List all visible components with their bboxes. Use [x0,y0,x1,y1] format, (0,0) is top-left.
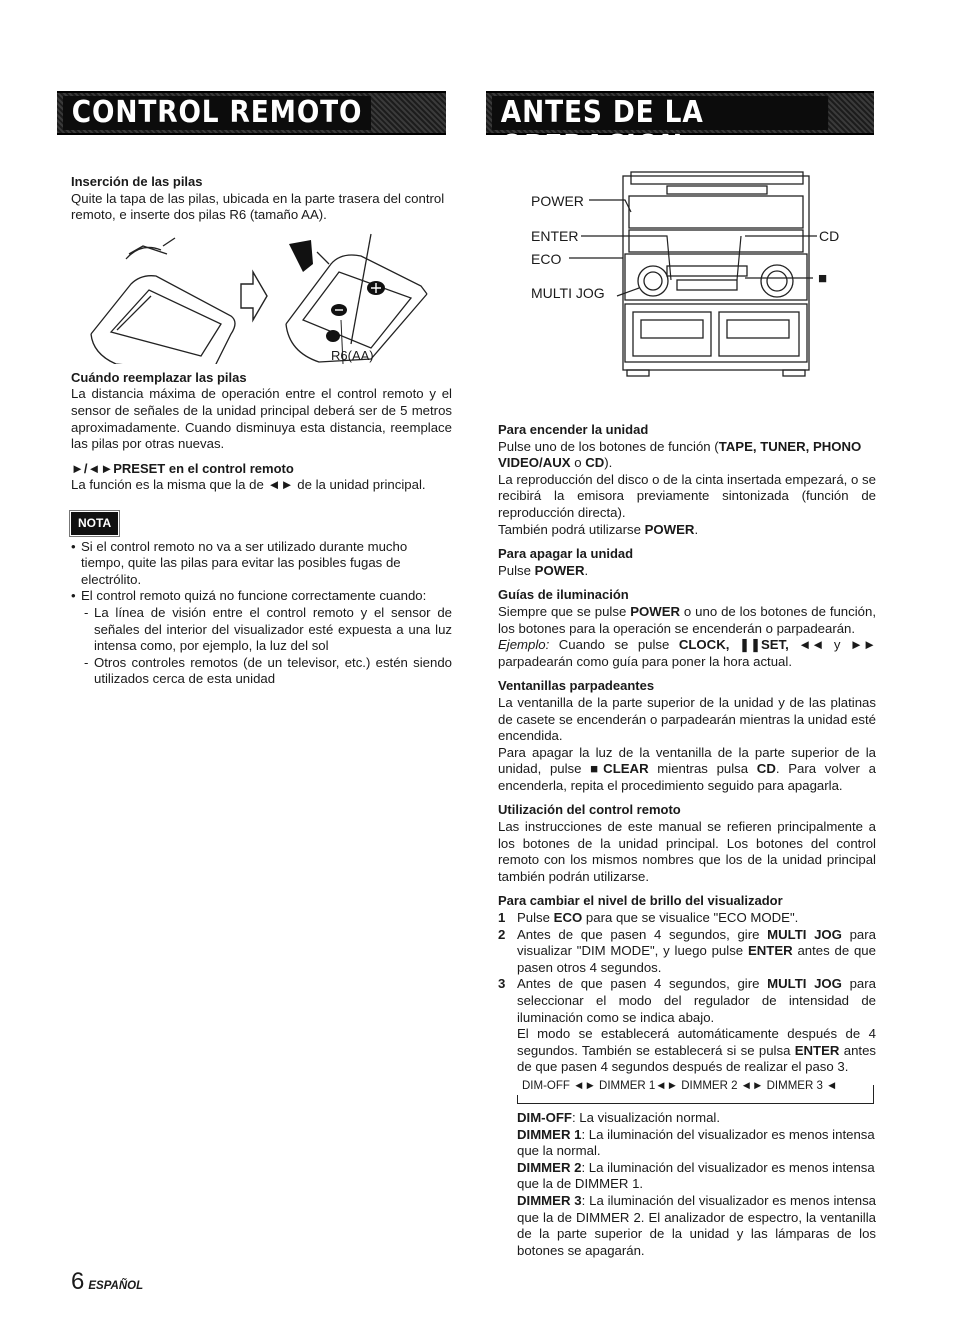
stop-icon: ■ [818,270,828,287]
dim-cycle-diagram [517,1078,876,1104]
remote-use-text: Las instrucciones de este manual se refieren principalmente a los botones de la unidad principal. Los botones del control remoto con los mismos nombres que los de la unidad principal también podrán utilizarse. [498,819,876,884]
left-section-title: CONTROL REMOTO [63,96,371,130]
preset-text: La función es la misma que la de ◄► de la unidad principal. [71,477,426,493]
power-off-heading: Para apagar la unidad [498,546,634,562]
windows-text-1: La ventanilla de la parte superior de la unidad y de las platinas de casete se encenderán o parpadearán mientras la unidad esté encendida. [498,694,876,744]
power-off-text: Pulse POWER. [498,562,589,578]
right-section-title: ANTES DE LA OPERACION [492,96,828,130]
battery-insertion-drawing [71,224,452,364]
nota-badge: NOTA [71,512,118,535]
enter-label: ENTER [531,228,579,244]
page-number: 6 [71,1268,85,1295]
stereo-diagram [527,170,857,380]
eco-label: ECO [531,251,562,267]
page-footer [71,1268,143,1296]
preset-heading [71,461,452,478]
power-on-heading: Para encender la unidad [498,422,649,437]
step-item: 1 Pulse ECO para que se visualice "ECO MODE". [498,910,799,926]
right-column [498,422,876,1259]
step3-note: El modo se establecerá automáticamente después de 4 segundos. También se establecerá si se pulsa ENTER antes de que pasen 4 segundos después de realizar el paso 3. [517,1026,876,1075]
windows-text-2: Para apagar la luz de la ventanilla de la parte superior de la unidad, pulse ■CLEAR mientras pulsa CD. Para volver a encenderla, repita el procedimiento seguido para apagarla. [498,744,876,793]
dim-modes-list [498,1110,876,1259]
guides-example: Ejemplo: Cuando se pulse CLOCK, ❚❚SET, ◄◄ y ►► parpadearán como guía para poner la hora actual. [498,637,876,669]
dim-cycle-text: DIM-OFF ◄► DIMMER 1◄► DIMMER 2 ◄► DIMMER 3 ◄ [516,1078,840,1095]
left-column [71,174,452,688]
cd-label: CD [819,228,840,244]
battery-illustration [71,224,452,370]
arrow-right-icon [241,272,267,320]
dim-mode-item: DIM-OFF: La visualización normal. [517,1109,721,1125]
power-label: POWER [531,193,584,209]
replace-heading: Cuándo reemplazar las pilas [71,369,247,385]
language-label: ESPAÑOL [88,1280,144,1292]
dim-mode-item: DIMMER 1: La iluminación del visualizador es menos intensa que la normal. [517,1126,875,1159]
battery-size-label: R6(AA) [331,347,374,363]
right-section-banner [486,91,874,164]
subnote-item: - La línea de visión entre el control remoto y el sensor de señales del interior del visualizador esté expuesta a una luz intensa como, por ejemplo, la luz del sol [84,605,452,655]
insertion-text: Quite la tapa de las pilas, ubicada en la parte trasera del control remoto, e inserte dos pilas R6 (tamaño AA). [71,190,445,223]
step-item: 3 Antes de que pasen 4 segundos, gire MULTI JOG para seleccionar el modo del regulador de intensidad de iluminación como se indica abajo. [498,976,876,1025]
brightness-steps [498,910,876,1026]
guides-heading: Guías de iluminación [498,587,629,603]
note-item: • El control remoto quizá no funcione correctamente cuando: [71,588,452,605]
preset-title: PRESET en el control remoto [113,460,294,476]
power-on-text-3: También podrá utilizarse POWER. [498,521,699,537]
note-item: • Si el control remoto no va a ser utilizado durante mucho tiempo, quite las pilas para evitar las posibles fugas de electrólito. [71,539,452,589]
subnote-item: - Otros controles remotos (de un televisor, etc.) estén siendo utilizados cerca de esta unidad [84,655,452,688]
power-on-text-1: Pulse uno de los botones de función (TAPE, TUNER, PHONO VIDEO/AUX o CD). [498,438,862,471]
brightness-heading: Para cambiar el nivel de brillo del visualizador [498,893,783,909]
notes-list [71,539,452,605]
power-on-text-2: La reproducción del disco o de la cinta insertada empezará, o se recibirá la emisora previamente sintonizada (función de reproducción directa). [498,471,876,520]
insertion-heading: Inserción de las pilas [71,174,203,189]
multi-jog-label: MULTI JOG [531,285,605,301]
left-section-banner [57,91,446,135]
step-item: 2 Antes de que pasen 4 segundos, gire MULTI JOG para visualizar "DIM MODE", y luego pulse ENTER antes de que pasen otros 4 segundos. [498,926,876,975]
subnotes-list [71,605,452,688]
replace-text: La distancia máxima de operación entre el control remoto y el sensor de señales de la unidad principal deberá ser de 5 metros aproximadamente. Cuando disminuya esta distancia, reemplace las pilas por otras nuevas. [71,386,452,452]
remote-use-heading: Utilización del control remoto [498,802,681,818]
guides-text: Siempre que se pulse POWER o uno de los botones de función, los botones para la operación se encenderán o parpadearán. [498,603,877,636]
dim-mode-item: DIMMER 3: La iluminación del visualizador es menos intensa que la de DIMMER 2. El analizador de espectro, la ventanilla de la parte superior de la unidad y las lámparas de los botones se apagarán. [517,1192,876,1258]
preset-symbols: ►/◄► [71,460,114,476]
dim-mode-item: DIMMER 2: La iluminación del visualizador es menos intensa que la de DIMMER 1. [517,1159,875,1192]
windows-heading: Ventanillas parpadeantes [498,678,655,694]
